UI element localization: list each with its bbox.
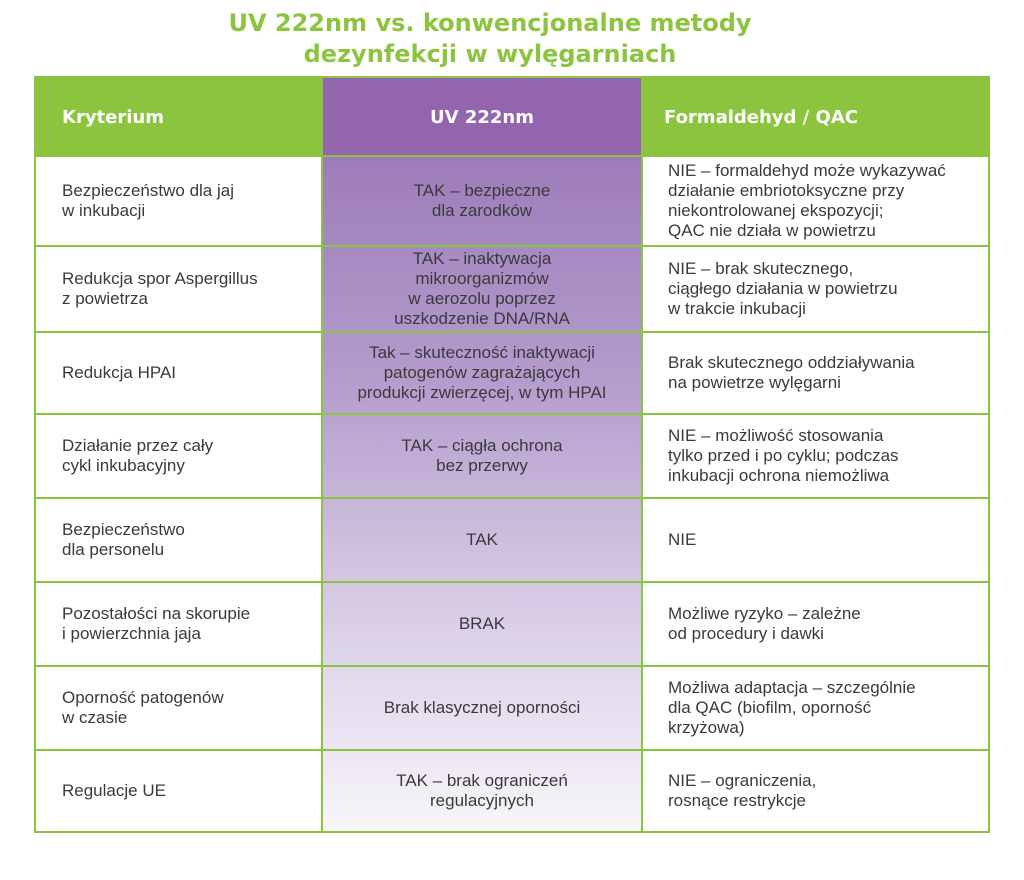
cell-uv: TAK – bezpieczne dla zarodków [413,181,551,220]
cell-uv: TAK – brak ograniczeń regulacyjnych [396,770,568,810]
cell-formaldehyd: Możliwe ryzyko – zależne od procedury i dawki [668,604,861,643]
cell-formaldehyd: NIE [668,530,697,549]
cell-uv: TAK – inaktywacja mikroorganizmów w aerozolu poprzez uszkodzenie DNA/RNA [394,249,570,328]
cell-kryterium: Pozostałości na skorupie i powierzchnia jaja [62,604,251,643]
row-divider [36,245,988,247]
row-divider [36,497,988,499]
comparison-table [34,76,990,833]
row-divider [36,665,988,667]
title-line-2: dezynfekcji w wylęgarniach [303,40,677,68]
table-row [36,414,988,498]
table-row [36,498,988,582]
cell-formaldehyd: Możliwa adaptacja – szczególnie dla QAC (biofilm, oporność krzyżowa) [668,678,916,737]
row-divider [36,413,988,415]
cell-formaldehyd: NIE – ograniczenia, rosnące restrykcje [668,770,817,810]
table-row [36,332,988,414]
cell-kryterium: Bezpieczeństwo dla personelu [62,520,185,559]
row-divider [36,749,988,751]
table-row [36,156,988,246]
column-divider [641,78,643,831]
title-line-1: UV 222nm vs. konwencjonalne metody [228,9,752,37]
row-divider [36,581,988,583]
cell-uv: BRAK [458,614,506,633]
table-row [36,666,988,750]
header-kryterium: Kryterium [36,78,322,156]
table-row [36,582,988,666]
row-divider [36,155,988,157]
cell-formaldehyd: Brak skutecznego oddziaływania na powietrze wylęgarni [668,353,915,392]
table-row [36,750,988,831]
cell-uv: TAK [466,530,498,549]
table-row [36,246,988,332]
cell-kryterium: Regulacje UE [62,780,166,800]
column-divider [321,78,323,831]
cell-kryterium: Redukcja spor Aspergillus z powietrza [62,269,258,308]
header-uv222: UV 222nm [322,78,642,156]
cell-kryterium: Redukcja HPAI [62,363,177,382]
cell-kryterium: Bezpieczeństwo dla jaj w inkubacji [62,181,234,220]
cell-uv: Tak – skuteczność inaktywacji patogenów zagrażających produkcji zwierzęcej, w tym HPAI [357,343,607,402]
cell-formaldehyd: NIE – możliwość stosowania tylko przed i po cyklu; podczas inkubacji ochrona niemożliwa [668,426,899,485]
table-header [36,78,988,156]
cell-kryterium: Oporność patogenów w czasie [62,688,224,727]
cell-formaldehyd: NIE – formaldehyd może wykazywać działanie embriotoksyczne przy niekontrolowanej ekspozycji; QAC nie działa w powietrzu [668,161,946,240]
cell-uv: Brak klasycznej oporności [383,698,581,717]
row-divider [36,331,988,333]
cell-kryterium: Działanie przez cały cykl inkubacyjny [62,436,214,475]
cell-uv: TAK – ciągła ochrona bez przerwy [401,436,563,475]
cell-formaldehyd: NIE – brak skutecznego, ciągłego działania w powietrzu w trakcie inkubacji [668,259,898,318]
header-formaldehyd: Formaldehyd / QAC [642,78,988,156]
page-title [0,8,980,70]
